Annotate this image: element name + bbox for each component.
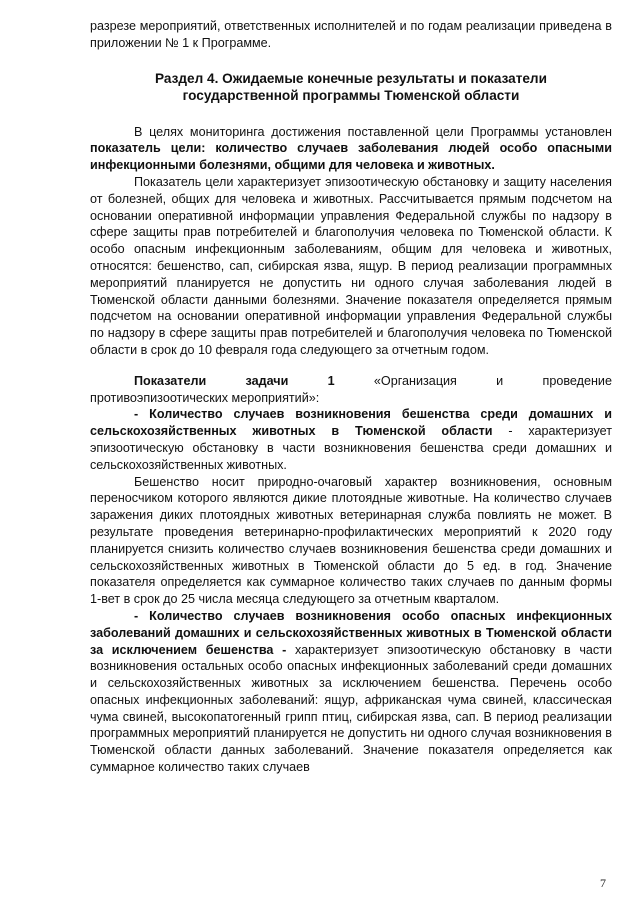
task-heading-line xyxy=(90,373,612,390)
goal-paragraph xyxy=(90,124,612,174)
section-title-line2: государственной программы Тюменской области xyxy=(182,87,520,103)
goal-lead: В целях мониторинга достижения поставленной цели Программы установлен xyxy=(134,124,612,139)
indicator-rabies-paragraph xyxy=(90,406,612,473)
indicator-dangerous-title: - Количество случаев возникновения особо опасных инфекционных заболеваний домашних и сельскохозяйственных животных в Тюменской области за исключением бешенства - xyxy=(90,608,612,657)
goal-description-paragraph: Показатель цели характеризует эпизоотическую обстановку и защиту населения от болезней, общих для человека и животных. Рассчитывается прямым подсчетом на основании оперативной информации управления Федеральной службы по надзору в сфере защиты прав потребителей и благополучия человека по Тюменской области. К особо опасным инфекционным заболеваниям, общим для человека и животных, относятся: бешенство, сап, сибирская язва, ящур. В период реализации программных мероприятий планируется не допустить ни одного случая заболевания людей в Тюменской области данными болезнями. Значение показателя определяется прямым подсчетом на основании оперативной информации управления Федеральной службы по надзору в сфере защиты прав потребителей и благополучия человека по Тюменской области в срок до 10 февраля года следующего за отчетным годом. xyxy=(90,174,612,357)
task-word-5: и xyxy=(496,373,504,388)
task-word-1: Показатели xyxy=(134,373,207,388)
page-number: 7 xyxy=(600,876,606,890)
task-word-3: 1 xyxy=(327,373,335,388)
indicator-dangerous-diseases-paragraph xyxy=(90,608,612,776)
task-heading-rest: противоэпизоотических мероприятий»: xyxy=(90,390,320,405)
goal-indicator: показатель цели: количество случаев заболевания людей особо опасными инфекционными болезнями, общими для человека и животных. xyxy=(90,141,612,173)
document-page xyxy=(90,18,612,776)
task-word-6: проведение xyxy=(542,373,612,388)
task-word-2: задачи xyxy=(245,373,289,388)
indicator-rabies-title: - Количество случаев возникновения бешенства среди домашних и сельскохозяйственных животных в Тюменской области xyxy=(90,407,612,439)
section-title xyxy=(90,70,612,104)
task-word-4: «Организация xyxy=(373,373,457,388)
intro-paragraph: разрезе мероприятий, ответственных исполнителей и по годам реализации приведена в приложении № 1 к Программе. xyxy=(90,19,612,50)
section-title-line1: Раздел 4. Ожидаемые конечные результаты и показатели xyxy=(155,70,547,86)
rabies-description-paragraph: Бешенство носит природно-очаговый характер возникновения, основным переносчиком которого являются дикие плотоядные животные. На количество случаев заражения диких плотоядных животных ветеринарная служба повлиять не может. В результате проведения ветеринарно-профилактических мероприятий к 2020 году планируется снизить количество случаев возникновения бешенства среди домашних и сельскохозяйственных животных в Тюменской области до 5 ед. в год. Значение показателя определяется как суммарное количество таких случаев по данным формы 1-вет в срок до 25 числа месяца следующего за отчетным кварталом. xyxy=(90,474,612,607)
indicator-rabies-text: - характеризует эпизоотическую обстановку в части возникновения бешенства среди домашних и сельскохозяйственных животных. xyxy=(90,424,612,472)
indicator-dangerous-text: характеризует эпизоотическую обстановку в части возникновения остальных особо опасных инфекционных заболеваний среди домашних и сельскохозяйственных животных за исключением бешенства. Перечень особо опасных инфекционных заболеваний: ящур, африканская чума свиней, классическая чума свиней, высокопатогенный грипп птиц, сибирская язва, сап. В период реализации программных мероприятий планируется не допустить ни одного случая возникновения в Тюменской области данных заболеваний. Значение показателя определяется как суммарное количество таких случаев xyxy=(90,642,612,775)
